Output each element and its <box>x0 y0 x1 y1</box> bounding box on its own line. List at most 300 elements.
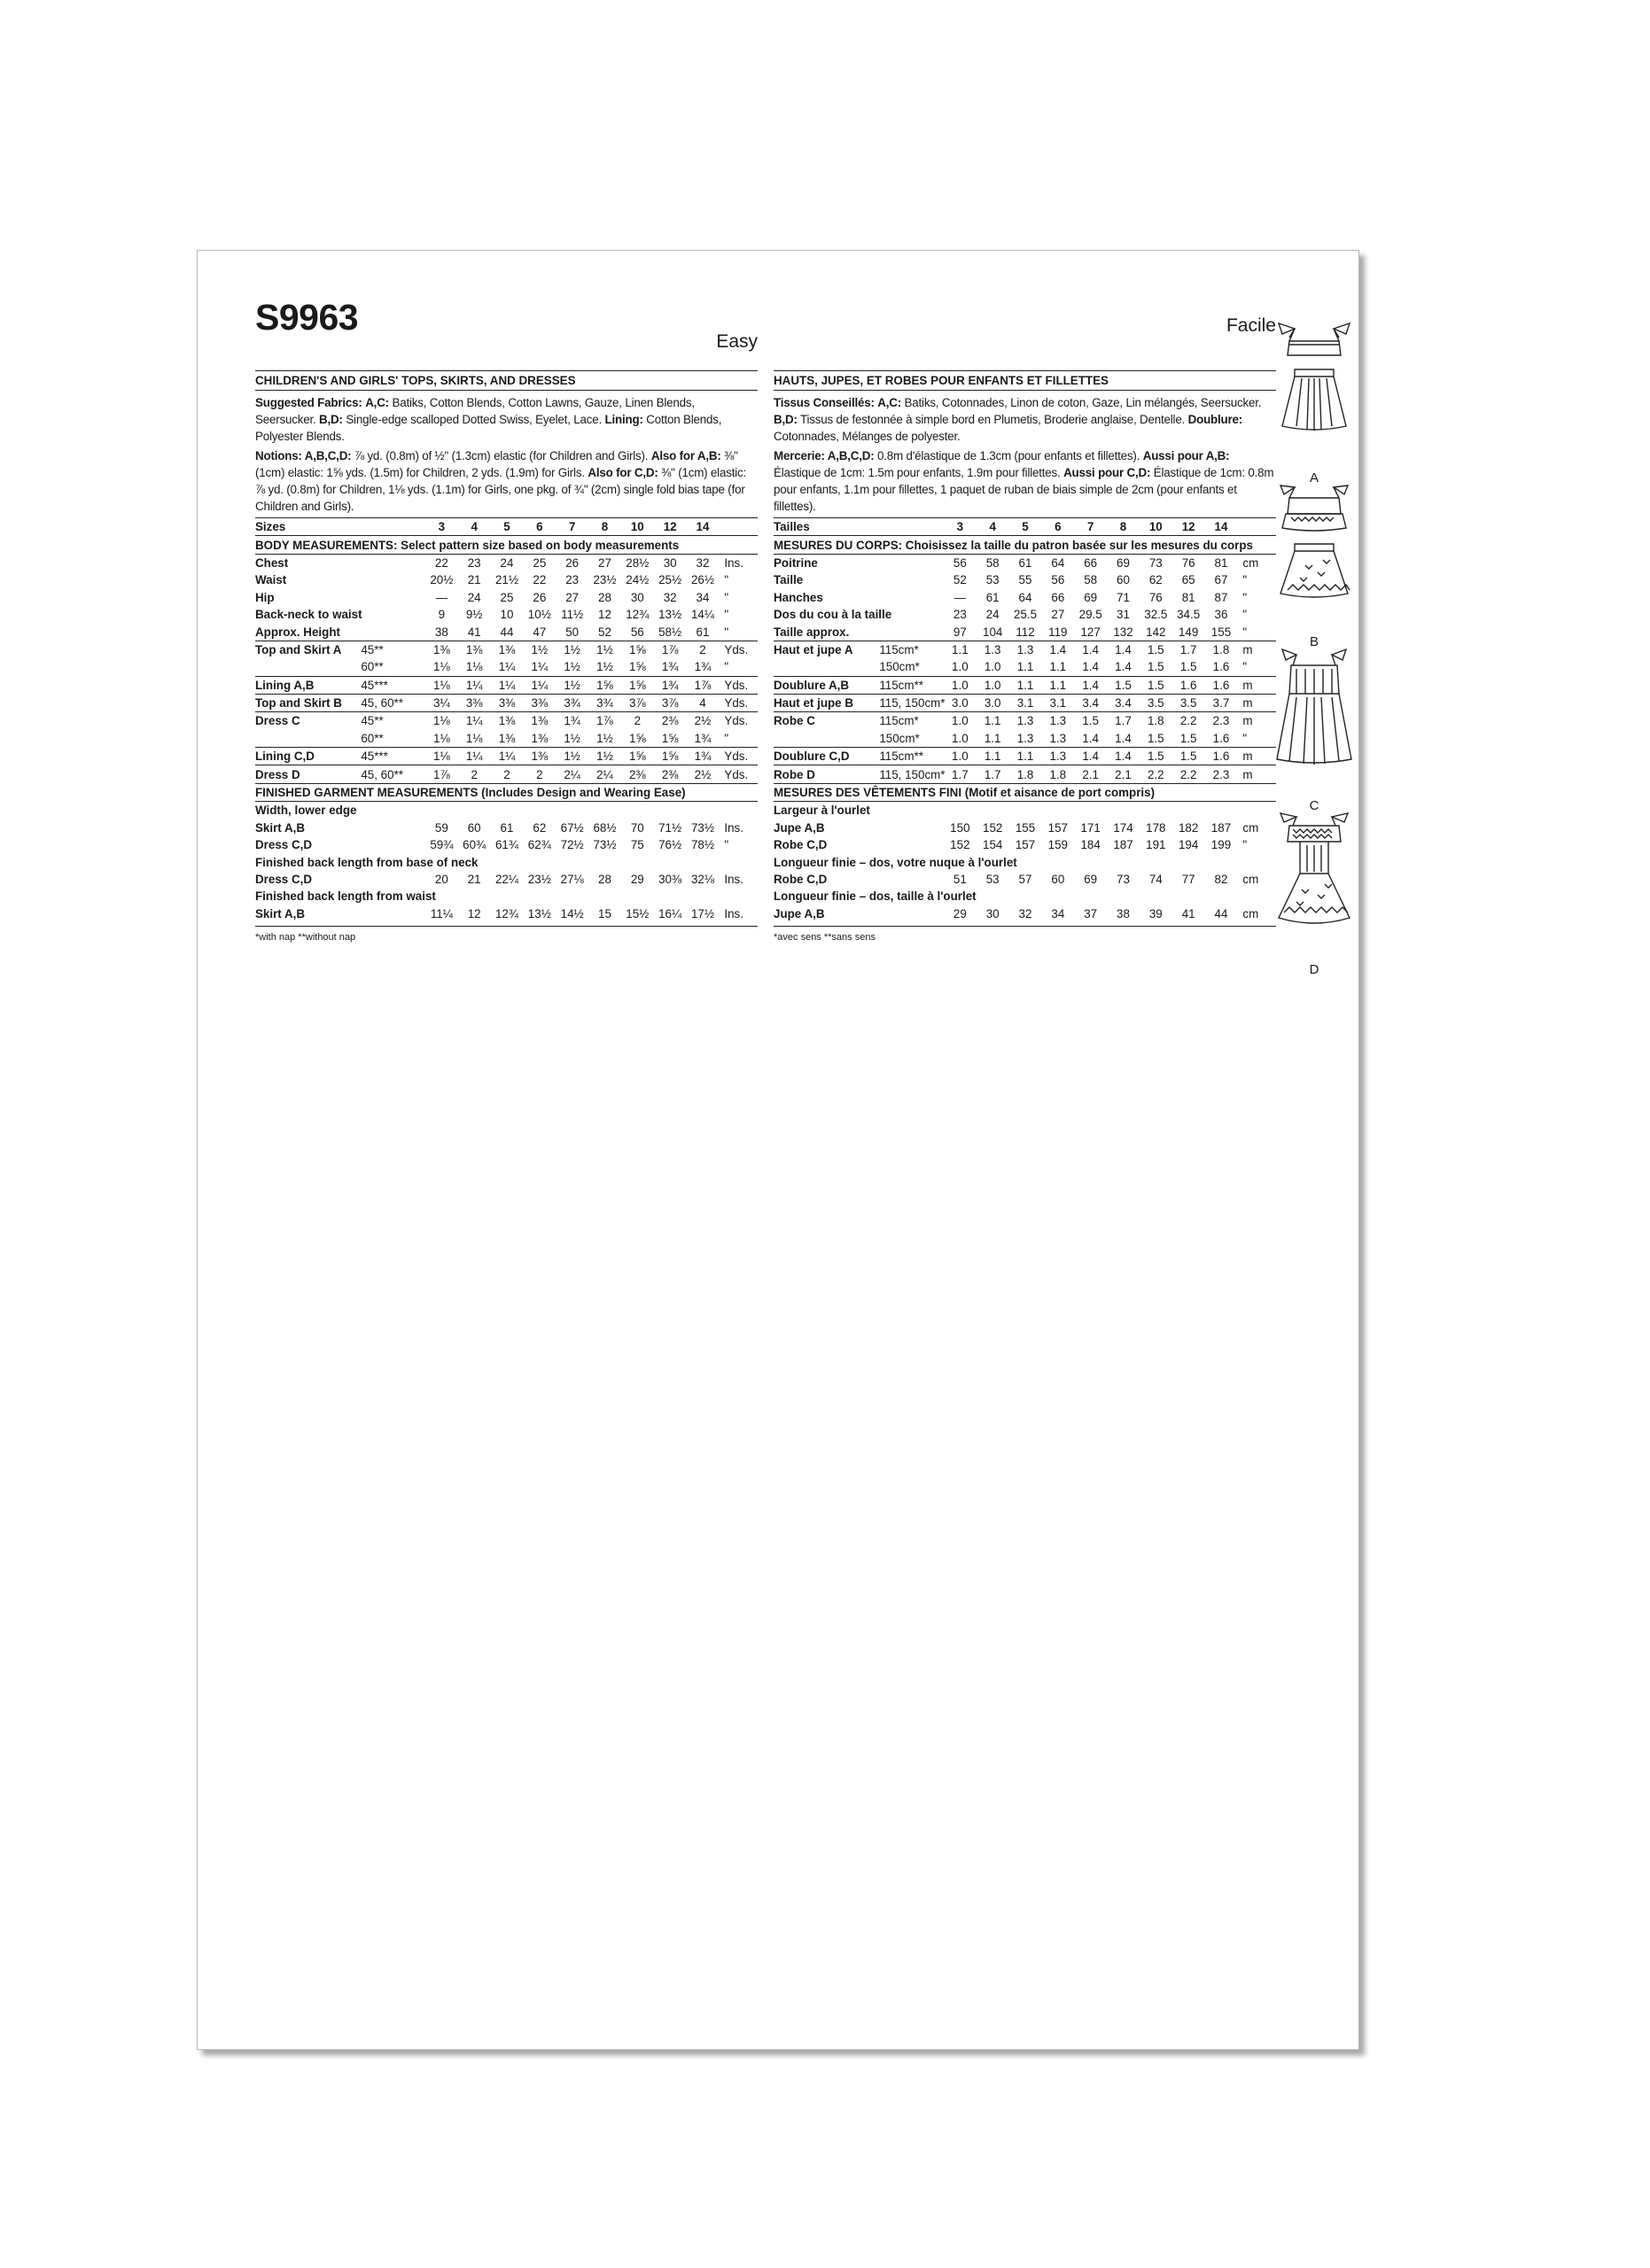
value-cell: 58 <box>985 555 1000 570</box>
sketch-letter: C <box>1309 798 1319 813</box>
sketch-a <box>1270 322 1367 485</box>
row-label: Chest <box>255 555 289 570</box>
fabric-width <box>361 606 425 623</box>
notions-label: Mercerie: A,B,C,D: <box>774 449 875 462</box>
size-7: 7 <box>556 518 588 536</box>
value-cell: 25.5 <box>1013 608 1038 622</box>
value-cell: 1.1 <box>944 641 977 658</box>
measurement-row <box>774 765 1276 783</box>
unit-cell: Ins. <box>724 906 743 920</box>
value-cell: 32 <box>663 590 677 604</box>
unit-cell: Ins. <box>724 555 743 570</box>
pattern-title: CHILDREN'S AND GIRLS' TOPS, SKIRTS, AND DRESSES <box>255 370 758 391</box>
fabric-width <box>361 836 425 853</box>
fabric-width <box>361 623 425 641</box>
measurement-row <box>255 905 758 922</box>
unit-cell: m <box>1237 712 1276 730</box>
value-cell: 194 <box>1178 838 1199 852</box>
value-cell: 73½ <box>690 820 714 835</box>
body-measurements-heading: MESURES DU CORPS: Choisissez la taille du patron basée sur les mesures du corps <box>774 536 1276 554</box>
value-cell: 119 <box>1048 625 1068 639</box>
subheading-row <box>774 802 1276 819</box>
value-cell: 1⅜ <box>531 731 549 745</box>
value-cell: 152 <box>950 838 970 852</box>
value-cell: 60 <box>467 820 481 835</box>
value-cell: 1.0 <box>944 676 977 694</box>
value-cell: 62 <box>533 820 547 835</box>
value-cell: 61 <box>985 590 1000 604</box>
fabrics-ac-text: Batiks, Cotton Blends, Cotton Lawns, Gauze, Linen Blends, Seersucker. <box>255 396 695 426</box>
measurement-row <box>255 730 758 748</box>
value-cell: 56 <box>630 625 644 639</box>
fabric-width <box>361 871 425 888</box>
value-cell: 51 <box>953 873 967 886</box>
value-cell: 32 <box>696 555 710 570</box>
row-label: Hanches <box>774 590 823 604</box>
notions-fr <box>774 447 1276 515</box>
value-cell: 3.0 <box>944 694 977 711</box>
row-label <box>255 730 361 748</box>
row-label: Top and Skirt A <box>255 641 361 658</box>
value-cell: 53 <box>985 873 1000 886</box>
value-cell: 26 <box>565 555 580 570</box>
value-cell: 1⅜ <box>523 748 556 765</box>
size-6: 6 <box>1041 518 1074 536</box>
value-cell: 1.8 <box>1205 641 1238 658</box>
unit-cell: m <box>1237 748 1276 765</box>
value-cell: 78½ <box>690 838 714 852</box>
row-label: Haut et jupe A <box>774 641 879 658</box>
value-cell: 73 <box>1117 873 1130 886</box>
value-cell: 150 <box>950 820 970 835</box>
measurement-row <box>774 836 1276 853</box>
value-cell: 112 <box>1016 625 1035 639</box>
value-cell: 21½ <box>494 573 519 587</box>
value-cell: 23½ <box>527 873 551 886</box>
value-cell: 1.3 <box>1041 748 1074 765</box>
row-label: Poitrine <box>774 555 818 570</box>
value-cell: 25½ <box>658 573 682 587</box>
value-cell: 14¼ <box>690 608 714 622</box>
fabric-width: 115, 150cm* <box>879 765 944 783</box>
fabrics-lining-text: Cotton Blends, Polyester Blends. <box>255 413 722 443</box>
value-cell: 1¼ <box>458 676 491 694</box>
value-cell: 12¾ <box>626 608 650 622</box>
value-cell: 1.1 <box>1041 676 1074 694</box>
unit-cell: Yds. <box>719 765 758 783</box>
value-cell: 27⅛ <box>560 873 584 886</box>
value-cell: 3.4 <box>1074 694 1107 711</box>
value-cell: 24 <box>500 555 514 570</box>
value-cell: 1.4 <box>1074 676 1107 694</box>
dress-c-sketch <box>1270 649 1367 796</box>
value-cell: 142 <box>1146 625 1166 639</box>
value-cell: 3⅞ <box>621 694 654 711</box>
size-14: 14 <box>1205 518 1238 536</box>
unit-cell: cm <box>1242 873 1259 886</box>
value-cell: 74 <box>1148 873 1163 886</box>
value-cell: 1.5 <box>1148 731 1164 745</box>
value-cell: 44 <box>1214 906 1228 920</box>
measurement-row <box>255 748 758 765</box>
top-and-skirt-a-sketch <box>1270 322 1367 468</box>
notions-cd-label: Aussi pour C,D: <box>1063 466 1151 479</box>
value-cell: 3¼ <box>425 694 458 711</box>
value-cell: 34.5 <box>1177 608 1201 622</box>
fabric-width <box>879 554 944 571</box>
unit-cell: Ins. <box>724 873 743 886</box>
value-cell: 1½ <box>564 660 580 674</box>
header-en <box>255 297 758 370</box>
value-cell: 1⅝ <box>621 641 654 658</box>
value-cell: 1⅝ <box>621 676 654 694</box>
value-cell: 61 <box>500 820 514 835</box>
value-cell: 36 <box>1214 608 1228 622</box>
measurement-row <box>774 571 1276 588</box>
value-cell: 27 <box>1051 608 1065 622</box>
value-cell: 81 <box>1181 590 1195 604</box>
value-cell: 22 <box>533 573 547 587</box>
value-cell: 1.4 <box>1082 731 1099 745</box>
value-cell: 187 <box>1210 820 1232 835</box>
finished-subheading: Longueur finie – dos, votre nuque à l'ourlet <box>774 855 1017 869</box>
sketch-letter: B <box>1309 634 1319 649</box>
value-cell: 3.4 <box>1107 694 1140 711</box>
value-cell: 1¾ <box>661 660 679 674</box>
value-cell: 14½ <box>560 906 584 920</box>
value-cell: 1.3 <box>1041 712 1074 730</box>
row-label: Doublure A,B <box>774 676 879 694</box>
unit-cell: " <box>724 590 729 604</box>
value-cell: 171 <box>1080 820 1101 835</box>
value-cell: 1.5 <box>1179 731 1197 745</box>
value-cell: 56 <box>1051 573 1065 587</box>
value-cell: 25 <box>533 555 547 570</box>
value-cell: 3.0 <box>977 694 1009 711</box>
technical-sketches <box>1270 322 1367 977</box>
value-cell: 152 <box>983 820 1003 835</box>
value-cell: 70 <box>630 820 644 835</box>
value-cell: 9 <box>438 608 446 622</box>
value-cell: 32 <box>1018 906 1032 920</box>
value-cell: 1.1 <box>1009 748 1042 765</box>
unit-cell: Yds. <box>719 712 758 730</box>
value-cell: 3.5 <box>1140 694 1172 711</box>
subheading-row <box>774 888 1276 905</box>
unit-cell: " <box>724 625 729 639</box>
value-cell: 1.1 <box>984 731 1001 745</box>
row-label: Top and Skirt B <box>255 694 361 711</box>
value-cell: 21 <box>467 873 481 886</box>
measurement-row <box>255 836 758 853</box>
value-cell: 3.7 <box>1205 694 1238 711</box>
value-cell: 20½ <box>430 573 454 587</box>
unit-cell: m <box>1237 676 1276 694</box>
value-cell: 199 <box>1210 838 1232 852</box>
value-cell: — <box>953 590 967 604</box>
value-cell: 25 <box>500 590 514 604</box>
value-cell: 1½ <box>588 748 621 765</box>
unit-cell: " <box>724 838 729 852</box>
unit-cell: Yds. <box>719 748 758 765</box>
finished-subheading: Largeur à l'ourlet <box>774 804 870 818</box>
value-cell: 68½ <box>593 820 617 835</box>
value-cell: 1.6 <box>1205 676 1238 694</box>
value-cell: 2 <box>621 712 654 730</box>
value-cell: 30 <box>985 906 1000 920</box>
value-cell: 1.0 <box>977 676 1009 694</box>
row-label: Lining A,B <box>255 676 361 694</box>
value-cell: 44 <box>500 625 514 639</box>
value-cell: 1⅛ <box>425 712 458 730</box>
unit-cell: " <box>1242 608 1248 622</box>
header-fr <box>774 317 1276 370</box>
value-cell: 29 <box>630 873 644 886</box>
value-cell: 16¼ <box>658 906 682 920</box>
value-cell: 1.0 <box>952 731 969 745</box>
unit-cell: " <box>724 608 729 622</box>
value-cell: 1⅛ <box>465 731 483 745</box>
measurement-row <box>255 694 758 711</box>
value-cell: 58½ <box>658 625 682 639</box>
value-cell: 13½ <box>527 906 551 920</box>
value-cell: 149 <box>1178 625 1199 639</box>
value-cell: 65 <box>1181 573 1195 587</box>
value-cell: 2 <box>687 641 720 658</box>
value-cell: 23 <box>565 573 580 587</box>
unit-cell: m <box>1237 641 1276 658</box>
value-cell: 31 <box>1117 608 1130 622</box>
unit-cell: Yds. <box>719 694 758 711</box>
finished-subheading: Finished back length from waist <box>255 889 436 904</box>
fabric-width: 45** <box>361 641 425 658</box>
notions-ab-text: ⅜" (1cm) elastic: 1⅝ yds. (1.5m) for Children, 2 yds. (1.9m) for Girls. <box>255 449 738 479</box>
sketch-d <box>1270 813 1367 977</box>
value-cell: 1.6 <box>1205 748 1238 765</box>
measurement-row <box>774 748 1276 765</box>
measurement-row <box>255 765 758 783</box>
notions-abcd-text: 0.8m d'élastique de 1.3cm (pour enfants et fillettes). <box>877 449 1140 462</box>
dress-d-sketch <box>1270 813 1367 959</box>
value-cell: 1.8 <box>1140 712 1172 730</box>
value-cell: 55 <box>1018 573 1032 587</box>
pattern-number: S9963 <box>255 297 359 338</box>
value-cell: 3.1 <box>1009 694 1042 711</box>
row-label: Dress D <box>255 765 361 783</box>
value-cell: 52 <box>953 573 967 587</box>
section-heading-row <box>774 536 1276 554</box>
value-cell: 1⅜ <box>491 641 524 658</box>
row-label <box>774 658 879 676</box>
value-cell: 1¾ <box>556 712 588 730</box>
unit-cell: cm <box>1242 555 1259 570</box>
value-cell: 1.4 <box>1082 660 1099 674</box>
value-cell: 61 <box>1018 555 1032 570</box>
row-label <box>774 730 879 748</box>
value-cell: 3.5 <box>1172 694 1205 711</box>
value-cell: 3⅜ <box>458 694 491 711</box>
value-cell: 2 <box>523 765 556 783</box>
value-cell: 1⅛ <box>425 676 458 694</box>
unit-cell: " <box>724 731 729 745</box>
value-cell: 1.5 <box>1179 660 1197 674</box>
value-cell: 22¼ <box>494 873 519 886</box>
value-cell: 64 <box>1018 590 1032 604</box>
value-cell: 1.5 <box>1140 641 1172 658</box>
value-cell: 1.1 <box>977 712 1009 730</box>
fabric-width: 150cm* <box>879 660 920 674</box>
value-cell: — <box>435 590 448 604</box>
value-cell: 182 <box>1178 820 1199 835</box>
unit-cell: " <box>1242 590 1248 604</box>
value-cell: 1⅝ <box>629 660 646 674</box>
value-cell: 2.2 <box>1172 712 1205 730</box>
value-cell: 1.6 <box>1172 676 1205 694</box>
notions-abcd-text: ⅞ yd. (0.8m) of ½" (1.3cm) elastic (for Children and Girls). <box>354 449 649 462</box>
value-cell: 1.7 <box>1172 641 1205 658</box>
finished-measurements-heading: MESURES DES VÊTEMENTS FINI (Motif et aisance de port compris) <box>774 783 1276 801</box>
value-cell: 97 <box>953 625 967 639</box>
unit-cell: " <box>724 660 729 674</box>
value-cell: 76 <box>1181 555 1195 570</box>
fabric-width: 45*** <box>361 676 425 694</box>
sketch-b <box>1270 485 1367 649</box>
value-cell: 11¼ <box>430 906 453 920</box>
value-cell: 69 <box>1084 873 1098 886</box>
value-cell: 3⅜ <box>523 694 556 711</box>
value-cell: 23½ <box>593 573 617 587</box>
value-cell: 3⅜ <box>491 694 524 711</box>
fabric-width <box>361 554 425 571</box>
english-column <box>255 297 758 946</box>
value-cell: 1.5 <box>1172 748 1205 765</box>
fabric-width: 115cm** <box>879 748 944 765</box>
sizes-label: Tailles <box>774 518 879 536</box>
section-heading-row <box>774 783 1276 801</box>
value-cell: 1.3 <box>1016 731 1034 745</box>
value-cell: 26 <box>533 590 547 604</box>
sketch-letter: D <box>1309 962 1319 977</box>
value-cell: 178 <box>1146 820 1166 835</box>
measurement-row <box>255 623 758 641</box>
measurement-row <box>255 571 758 588</box>
size-5: 5 <box>491 518 524 536</box>
value-cell: 22 <box>434 555 448 570</box>
value-cell: 75 <box>630 838 644 852</box>
size-3: 3 <box>944 518 977 536</box>
value-cell: 1.0 <box>944 712 977 730</box>
notions-label: Notions: A,B,C,D: <box>255 449 352 462</box>
measurement-row <box>255 606 758 623</box>
row-label: Hip <box>255 590 275 604</box>
value-cell: 1½ <box>588 641 621 658</box>
value-cell: 1⅞ <box>687 676 720 694</box>
finished-subheading: Longueur finie – dos, taille à l'ourlet <box>774 889 977 904</box>
value-cell: 24 <box>467 590 481 604</box>
value-cell: 1½ <box>556 641 588 658</box>
measurement-row <box>774 730 1276 748</box>
fabrics-lining-label: Doublure: <box>1187 413 1243 426</box>
size-12: 12 <box>1172 518 1205 536</box>
value-cell: 1⅜ <box>523 712 556 730</box>
finished-subheading: Finished back length from base of neck <box>255 855 479 869</box>
fabric-width: 115cm* <box>879 641 944 658</box>
value-cell: 174 <box>1113 820 1133 835</box>
value-cell: 1⅛ <box>433 731 450 745</box>
value-cell: 157 <box>1047 820 1068 835</box>
value-cell: 12 <box>598 608 611 622</box>
blank-cell <box>719 518 758 536</box>
row-label: Robe C,D <box>774 838 828 852</box>
value-cell: 1.1 <box>977 748 1009 765</box>
value-cell: 34 <box>1051 906 1065 920</box>
value-cell: 69 <box>1084 590 1098 604</box>
value-cell: 2¼ <box>556 765 588 783</box>
size-12: 12 <box>654 518 687 536</box>
value-cell: 81 <box>1214 555 1228 570</box>
fabric-width: 45*** <box>361 748 425 765</box>
measurement-row <box>774 606 1276 623</box>
size-4: 4 <box>977 518 1009 536</box>
fabrics-bd-text: Single-edge scalloped Dotted Swiss, Eyelet, Lace. <box>346 413 602 426</box>
value-cell: 1.7 <box>1107 712 1140 730</box>
unit-cell: Yds. <box>719 676 758 694</box>
sizes-label: Sizes <box>255 518 361 536</box>
size-7: 7 <box>1074 518 1107 536</box>
value-cell: 59 <box>434 820 448 835</box>
value-cell: 1⅝ <box>588 676 621 694</box>
value-cell: 34 <box>696 590 710 604</box>
value-cell: 72½ <box>560 838 584 852</box>
notions-cd-text: ⅜" (1cm) elastic: ⅞ yd. (0.8m) for Children, 1⅛ yds. (1.1m) for Girls, one pkg. of ¾" (2cm) single fold bias tape (for Children and Girls). <box>255 466 747 513</box>
size-6: 6 <box>523 518 556 536</box>
value-cell: 38 <box>434 625 448 639</box>
value-cell: 27 <box>598 555 611 570</box>
value-cell: 1.5 <box>1140 748 1172 765</box>
fabrics-bd-label: B,D: <box>774 413 798 426</box>
fabric-width: 45, 60** <box>361 694 425 711</box>
fabrics-bd-label: B,D: <box>319 413 343 426</box>
size-8: 8 <box>1107 518 1140 536</box>
unit-cell: " <box>1242 731 1248 745</box>
value-cell: 104 <box>983 625 1003 639</box>
value-cell: 1¾ <box>694 660 712 674</box>
value-cell: 1½ <box>596 731 613 745</box>
unit-cell: cm <box>1242 820 1259 835</box>
fabric-width <box>879 589 944 606</box>
row-label: Robe C <box>774 712 879 730</box>
value-cell: 1.5 <box>1140 676 1172 694</box>
measurement-row <box>255 676 758 694</box>
value-cell: 73½ <box>593 838 617 852</box>
value-cell: 32⅛ <box>690 873 714 886</box>
unit-cell: cm <box>1242 906 1259 920</box>
value-cell: 2 <box>458 765 491 783</box>
fabrics-ac-label: A,C: <box>877 396 902 409</box>
value-cell: 26½ <box>690 573 714 587</box>
value-cell: 12¾ <box>494 906 519 920</box>
fabric-width: 115, 150cm* <box>879 694 944 711</box>
value-cell: 3¾ <box>588 694 621 711</box>
measurement-table-fr <box>774 517 1276 922</box>
value-cell: 159 <box>1047 838 1068 852</box>
value-cell: 1⅞ <box>654 641 687 658</box>
value-cell: 62¾ <box>527 838 551 852</box>
value-cell: 1.4 <box>1115 731 1132 745</box>
measurement-row <box>255 554 758 571</box>
value-cell: 1.0 <box>944 748 977 765</box>
measurement-row <box>774 819 1276 836</box>
